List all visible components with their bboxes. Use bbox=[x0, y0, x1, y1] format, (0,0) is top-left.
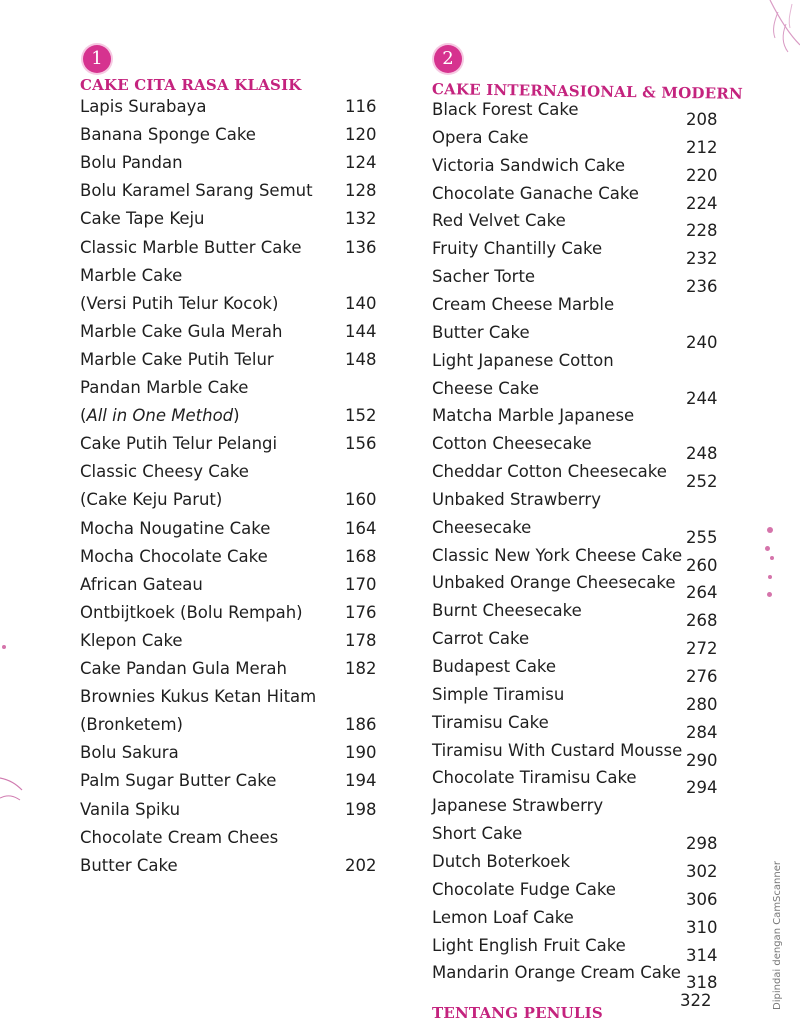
toc-page-number: 248 bbox=[686, 444, 718, 464]
toc-page-number: 310 bbox=[686, 917, 718, 937]
toc-item-title: Japanese Strawberry bbox=[432, 796, 604, 816]
toc-item-title: Budapest Cake bbox=[432, 657, 557, 676]
section-heading: CAKE CITA RASA KLASIK bbox=[80, 76, 302, 94]
toc-item-title: Brownies Kukus Ketan Hitam bbox=[80, 687, 317, 707]
toc-item-title: Tiramisu Cake bbox=[432, 712, 549, 732]
toc-item-title: Cream Cheese Marble bbox=[432, 294, 615, 314]
decorative-dot-icon bbox=[767, 527, 773, 533]
toc-page-number: 220 bbox=[686, 165, 718, 185]
footer-page-number: 322 bbox=[680, 991, 712, 1010]
toc-item-title: Marble Cake Gula Merah bbox=[80, 321, 283, 341]
toc-item-title: African Gateau bbox=[80, 574, 203, 594]
toc-page-number: 164 bbox=[345, 518, 377, 538]
toc-page-number: 116 bbox=[345, 97, 377, 116]
toc-page-number: 176 bbox=[345, 602, 377, 622]
toc-item-title: Butter Cake bbox=[432, 322, 530, 342]
toc-item-title: (Bronketem) bbox=[80, 715, 183, 735]
toc-page-number: 306 bbox=[686, 889, 718, 909]
toc-item-title: Pandan Marble Cake bbox=[80, 378, 249, 397]
toc-page-number: 128 bbox=[345, 181, 377, 201]
toc-page-number: 132 bbox=[345, 209, 377, 229]
toc-page-number: 276 bbox=[686, 667, 718, 686]
toc-page-number: 136 bbox=[345, 237, 377, 257]
toc-item-title: Cheesecake bbox=[432, 517, 532, 537]
toc-page-number: 156 bbox=[345, 434, 377, 454]
toc-page-number: 236 bbox=[686, 277, 718, 297]
toc-page-number: 190 bbox=[345, 743, 377, 763]
toc-page-number: 302 bbox=[686, 861, 718, 881]
toc-item-title: Klepon Cake bbox=[80, 630, 183, 650]
toc-item-title: (Versi Putih Telur Kocok) bbox=[80, 293, 279, 313]
decorative-dot-icon bbox=[768, 575, 772, 579]
toc-item-title: Burnt Cheesecake bbox=[432, 601, 582, 621]
toc-page-number: 144 bbox=[345, 321, 377, 341]
toc-item-title: Cheese Cake bbox=[432, 378, 540, 398]
toc-page-number: 152 bbox=[345, 406, 377, 426]
toc-page-number: 202 bbox=[345, 855, 377, 875]
toc-page-number: 232 bbox=[686, 249, 718, 269]
toc-page-number: 290 bbox=[686, 750, 718, 770]
toc-item-title: Classic Cheesy Cake bbox=[80, 462, 249, 482]
toc-page-number: 120 bbox=[345, 125, 377, 145]
toc-item-title: Black Forest Cake bbox=[432, 100, 579, 119]
toc-page-number: 212 bbox=[686, 137, 718, 157]
toc-page-number: 314 bbox=[686, 945, 718, 965]
decorative-dot-icon bbox=[767, 592, 772, 597]
toc-item-title: Short Cake bbox=[432, 824, 523, 844]
toc-page-number: 140 bbox=[345, 293, 377, 313]
toc-page-number: 244 bbox=[686, 388, 718, 408]
toc-item-title: Marble Cake bbox=[80, 265, 183, 285]
toc-item-title: Cake Pandan Gula Merah bbox=[80, 659, 287, 678]
toc-item-title: Cake Putih Telur Pelangi bbox=[80, 434, 278, 454]
toc-page-number: 194 bbox=[345, 771, 377, 791]
toc-item-title: Mandarin Orange Cream Cake bbox=[432, 963, 681, 983]
toc-item-title: Bolu Karamel Sarang Semut bbox=[80, 181, 313, 201]
toc-item-title: Tiramisu With Custard Mousse bbox=[432, 740, 683, 760]
toc-item-title: Palm Sugar Butter Cake bbox=[80, 771, 277, 791]
toc-item-title: Butter Cake bbox=[80, 855, 178, 875]
toc-item-title: Cheddar Cotton Cheesecake bbox=[432, 462, 667, 482]
leaf-decoration-icon bbox=[730, 0, 800, 70]
toc-page-number: 148 bbox=[345, 349, 377, 369]
section-number-badge: 1 bbox=[83, 45, 111, 73]
toc-item-title: (Cake Keju Parut) bbox=[80, 490, 223, 510]
toc-item-title: Bolu Pandan bbox=[80, 153, 183, 173]
toc-item-title: Cake Tape Keju bbox=[80, 209, 205, 229]
toc-item-title: Mocha Nougatine Cake bbox=[80, 518, 271, 538]
toc-page-number: 264 bbox=[686, 583, 718, 603]
toc-page-number: 182 bbox=[345, 659, 377, 678]
toc-item-title: Vanila Spiku bbox=[80, 799, 181, 819]
toc-item-title: Light Japanese Cotton bbox=[432, 350, 614, 370]
toc-item-title: Mocha Chocolate Cake bbox=[80, 546, 268, 566]
toc-page-number: 228 bbox=[686, 221, 718, 241]
toc-item-title: Classic New York Cheese Cake bbox=[432, 545, 683, 565]
toc-item-title: Fruity Chantilly Cake bbox=[432, 239, 603, 259]
toc-item-title: (All in One Method) bbox=[80, 406, 240, 426]
toc-item-title: Bolu Sakura bbox=[80, 743, 179, 763]
toc-page-number: 198 bbox=[345, 799, 377, 819]
toc-item-title: Carrot Cake bbox=[432, 629, 530, 649]
toc-page-number: 268 bbox=[686, 611, 718, 631]
toc-item-title: Ontbijtkoek (Bolu Rempah) bbox=[80, 602, 303, 622]
toc-item-title: Chocolate Tiramisu Cake bbox=[432, 768, 637, 788]
section-number-badge: 2 bbox=[434, 45, 462, 73]
toc-item-title: Banana Sponge Cake bbox=[80, 125, 256, 145]
flourish-decoration-icon bbox=[0, 770, 28, 810]
toc-page-number: 178 bbox=[345, 630, 377, 650]
toc-item-title: Victoria Sandwich Cake bbox=[432, 155, 625, 175]
toc-item-title: Matcha Marble Japanese bbox=[432, 406, 635, 426]
toc-page-number: 298 bbox=[686, 834, 718, 854]
toc-page-number: 294 bbox=[686, 778, 718, 798]
toc-page-number: 318 bbox=[686, 973, 718, 993]
toc-item-title: Red Velvet Cake bbox=[432, 211, 566, 231]
toc-item-title: Cotton Cheesecake bbox=[432, 434, 592, 454]
toc-page-number: 255 bbox=[686, 527, 718, 547]
toc-page-number: 186 bbox=[345, 715, 377, 735]
toc-page-number: 208 bbox=[686, 110, 718, 129]
toc-item-title: Lapis Surabaya bbox=[80, 97, 207, 116]
toc-page-number: 170 bbox=[345, 574, 377, 594]
toc-page-number: 280 bbox=[686, 694, 718, 714]
toc-page-number: 168 bbox=[345, 546, 377, 566]
toc-item-title: Lemon Loaf Cake bbox=[432, 907, 574, 927]
toc-item-title: Sacher Torte bbox=[432, 267, 536, 287]
decorative-dot-icon bbox=[2, 645, 6, 649]
section-heading: CAKE INTERNASIONAL & MODERN bbox=[431, 80, 744, 103]
toc-page-number: 272 bbox=[686, 639, 718, 659]
toc-page-number: 284 bbox=[686, 722, 718, 742]
toc-page-number: 224 bbox=[686, 193, 718, 213]
toc-item-title: Classic Marble Butter Cake bbox=[80, 237, 302, 257]
toc-item-title: Simple Tiramisu bbox=[432, 684, 565, 704]
toc-item-title: Marble Cake Putih Telur bbox=[80, 349, 274, 369]
toc-item-title: Chocolate Fudge Cake bbox=[432, 879, 616, 899]
toc-item-title: Unbaked Strawberry bbox=[432, 489, 601, 509]
toc-item-title: Chocolate Cream Chees bbox=[80, 827, 279, 847]
toc-page-number: 252 bbox=[686, 472, 718, 492]
scanner-watermark: Dipindai dengan CamScanner bbox=[772, 861, 783, 1010]
toc-item-title: Unbaked Orange Cheesecake bbox=[432, 573, 676, 593]
toc-item-title: Opera Cake bbox=[432, 127, 529, 147]
toc-item-title: Chocolate Ganache Cake bbox=[432, 183, 639, 203]
toc-page-number: 240 bbox=[686, 332, 718, 352]
toc-item-title: Dutch Boterkoek bbox=[432, 851, 570, 871]
decorative-dot-icon bbox=[765, 546, 770, 551]
toc-page-number: 124 bbox=[345, 153, 377, 173]
toc-page-number: 160 bbox=[345, 490, 377, 510]
toc-page-number: 260 bbox=[686, 555, 718, 575]
toc-item-title: Light English Fruit Cake bbox=[432, 935, 626, 955]
decorative-dot-icon bbox=[770, 556, 774, 560]
footer-heading: TENTANG PENULIS bbox=[432, 1004, 603, 1022]
